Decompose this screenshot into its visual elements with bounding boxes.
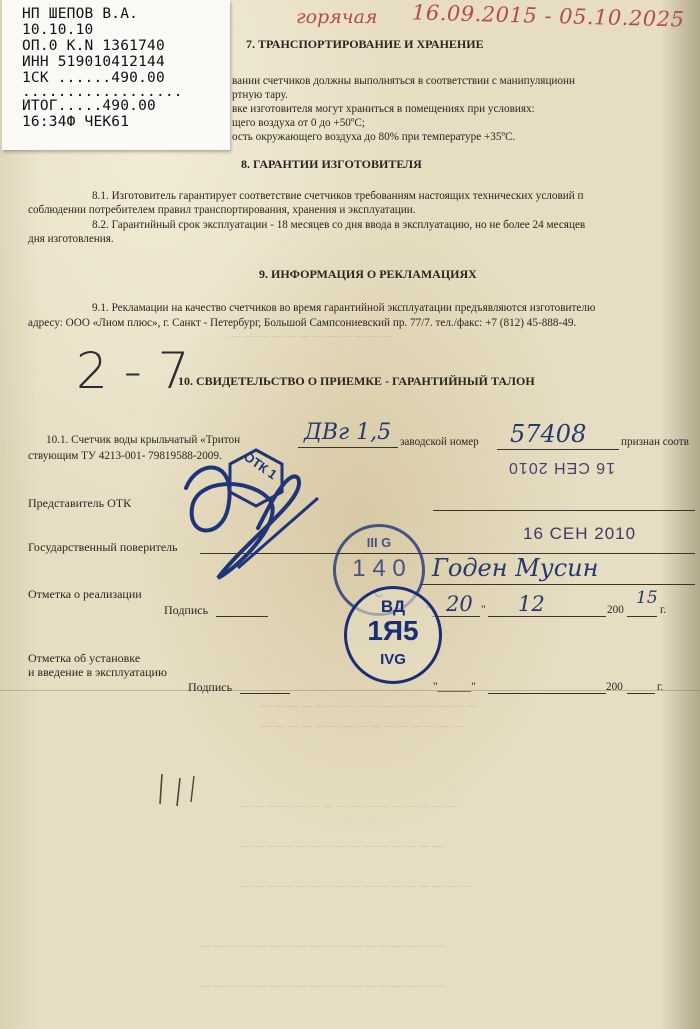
install-label-2: и введение в эксплуатацию <box>28 665 167 679</box>
section-8-para: 8.2. Гарантийный срок эксплуатации - 18 месяцев со дня ввода в эксплуатацию, но не более 24 месяцев <box>92 219 586 231</box>
section-8-para: соблюдении потребителем правил транспортирования, хранения и эксплуатации. <box>28 204 416 216</box>
section-9-title: 9. ИНФОРМАЦИЯ О РЕКЛАМАЦИЯХ <box>259 267 477 281</box>
bleed-through-text: — — — — — — — — — — — — — — — — <box>240 800 458 812</box>
vd-stamp-top: ВД <box>380 597 406 616</box>
receipt-line: 10.10.10 <box>22 22 94 38</box>
install-label: Отметка об установке <box>28 651 141 665</box>
install-month-line <box>488 693 606 694</box>
sale-year-prefix: 200 <box>607 604 624 616</box>
date-stamp-inverted: 16 СЕН 2010 <box>508 459 616 476</box>
serial-number-handwritten: 57408 <box>510 420 587 448</box>
section-7-line: щего воздуха от 0 до +50ºС; <box>232 117 365 129</box>
section-7-line: ртную тару. <box>232 89 288 101</box>
meter-line-2: ствующим ТУ 4213-001- 79819588-2009. <box>28 450 222 462</box>
sale-month-handwritten: 12 <box>518 592 545 616</box>
vd-stamp-mid: 1Я5 <box>367 615 419 646</box>
install-quote: "______" <box>433 681 476 693</box>
section-7-line: вании счетчиков должны выполняться в соответствии с манипуляционн <box>232 75 575 87</box>
section-7-title: 7. ТРАНСПОРТИРОВАНИЕ И ХРАНЕНИЕ <box>246 37 484 51</box>
otk-line <box>433 510 695 511</box>
verifier-stamp-mid: 1 4 0 <box>352 555 406 582</box>
install-sign-line <box>240 693 290 694</box>
bleed-through-text: — — — — — — — — — — — — — — — — — — <box>200 980 445 992</box>
section-8-para: дня изготовления. <box>28 233 114 245</box>
receipt-line: 1СК ......490.00 <box>22 70 165 86</box>
sale-handwriting: Годен Мусин <box>432 554 599 582</box>
pencil-marks <box>150 770 210 810</box>
cash-receipt <box>2 0 230 150</box>
install-year-suffix: г. <box>657 681 664 693</box>
bleed-through-text: — — — — — — — — — — — — <box>230 330 393 342</box>
sale-year-suffix: г. <box>660 604 667 616</box>
install-sign-label: Подпись <box>188 680 233 694</box>
handwritten-mark: 2 - 7 <box>76 342 190 400</box>
sale-year-line <box>627 616 657 617</box>
receipt-line: ИТОГ.....490.00 <box>22 98 156 114</box>
verifier-stamp-top: III G <box>366 535 392 550</box>
meter-line-prefix: 10.1. Счетчик воды крыльчатый «Тритон <box>46 434 241 446</box>
sale-day-handwritten: 20 <box>446 592 473 616</box>
section-7-line: вке изготовителя могут храниться в помещениях при условиях: <box>232 103 535 115</box>
sale-line <box>420 584 695 585</box>
bleed-through-text: — — — — — — — — — — — — — — — <box>260 720 464 732</box>
vd-stamp-bottom: IVG <box>380 651 406 668</box>
otk-stamp-signature <box>178 418 328 588</box>
bleed-through-text: — — — — — — — — — — — — — — — — — — <box>200 940 445 952</box>
bleed-through-text: — — — — — — — — — — — — — — — — <box>260 700 478 712</box>
serial-label: заводской номер <box>400 436 479 448</box>
bleed-through-text: — — — — — — — — — — — — — — — <box>240 840 444 852</box>
receipt-line: 16:34Ф ЧЕК61 <box>22 114 130 130</box>
otk-label: Представитель ОТК <box>28 496 132 510</box>
sale-year-handwritten: 15 <box>636 588 658 608</box>
top-note-label: горячая <box>296 6 378 28</box>
section-8-title: 8. ГАРАНТИИ ИЗГОТОВИТЕЛЯ <box>241 157 422 171</box>
install-year-line <box>627 693 655 694</box>
section-9-para: 9.1. Рекламации на качество счетчиков во время гарантийной эксплуатации предъявляются изготовителю <box>92 302 596 314</box>
otk-stamp-text: ОТК 1 <box>241 448 280 483</box>
meter-model-handwritten: ДВг 1,5 <box>304 420 392 445</box>
sale-label: Отметка о реализации <box>28 587 142 601</box>
verifier-label: Государственный поверитель <box>28 540 178 554</box>
sale-sign-label: Подпись <box>164 603 209 617</box>
receipt-line: ОП.0 К.N 1361740 <box>22 38 165 54</box>
bleed-through-text: — — — — — — — — — — — — — — — — — <box>240 880 471 892</box>
section-8-para: 8.1. Изготовитель гарантирует соответствие счетчиков требованиям настоящих технических условий п <box>92 190 584 202</box>
sale-sign-line <box>216 616 268 617</box>
date-stamp: 16 СЕН 2010 <box>523 524 637 543</box>
paper-fold <box>0 690 700 691</box>
sale-day-line <box>432 616 480 617</box>
install-year-prefix: 200 <box>606 681 623 693</box>
receipt-line: .................. <box>22 84 183 100</box>
serial-underline <box>497 449 619 450</box>
receipt-line: НП ШЕПОВ В.А. <box>22 6 139 22</box>
receipt-line: ИНН 519010412144 <box>22 54 165 70</box>
quote-close: " <box>481 604 486 616</box>
vd-stamp <box>344 586 442 684</box>
top-note-dates: 16.09.2015 - 05.10.2025 <box>411 0 685 32</box>
section-10-title: 10. СВИДЕТЕЛЬСТВО О ПРИЕМКЕ - ГАРАНТИЙНЫЙ ТАЛОН <box>178 374 535 388</box>
meter-line-suffix: признан соотв <box>621 436 689 448</box>
sale-month-line <box>488 616 606 617</box>
section-7-line: ость окружающего воздуха до 80% при температуре +35ºС. <box>232 131 516 143</box>
section-9-para: адресу: ООО «Лиом плюс», г. Санкт - Петербург, Большой Сампсониевский пр. 77/7. тел./факс: +7 (812) 45-888-49. <box>28 317 577 329</box>
